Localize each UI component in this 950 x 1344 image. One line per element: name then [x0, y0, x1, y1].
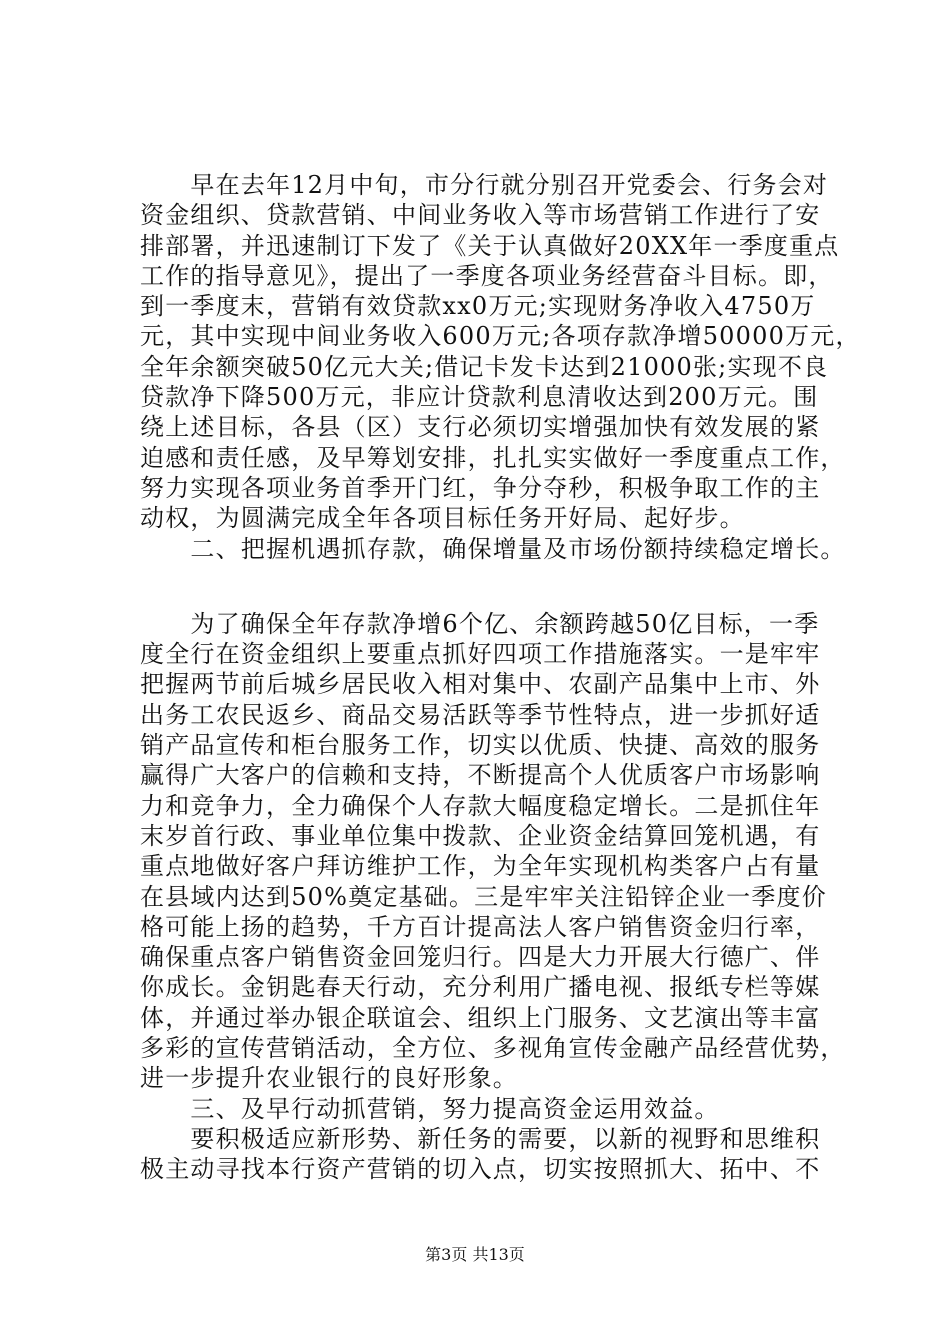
text-line: 度全行在资金组织上要重点抓好四项工作措施落实。一是牢牢: [140, 640, 821, 669]
text-line: 确保重点客户销售资金回笼归行。四是大力开展大行德广、伴: [140, 943, 821, 972]
text-line: 资金组织、贷款营销、中间业务收入等市场营销工作进行了安: [140, 201, 821, 230]
text-block-1: [140, 170, 861, 564]
text-line: 格可能上扬的趋势，千方百计提高法人客户销售资金归行率，: [140, 912, 821, 941]
paragraph-gap: [140, 564, 840, 609]
text-line: 出务工农民返乡、商品交易活跃等季节性特点，进一步抓好适: [140, 700, 821, 729]
text-line: 力和竞争力，全力确保个人存款大幅度稳定增长。二是抓住年: [140, 791, 821, 820]
text-line: 排部署，并迅速制订下发了《关于认真做好20XX年一季度重点: [140, 231, 840, 260]
text-line: 绕上述目标，各县（区）支行必须切实增强加快有效发展的紧: [140, 413, 821, 442]
text-line: 到一季度末，营销有效贷款xx0万元;实现财务净收入4750万: [140, 292, 816, 321]
text-line: 为了确保全年存款净增6个亿、余额跨越50亿目标，一季: [140, 609, 820, 638]
text-line: 工作的指导意见》，提出了一季度各项业务经营奋斗目标。即，: [140, 261, 834, 290]
text-line: 动权，为圆满完成全年各项目标任务开好局、起好步。: [140, 504, 745, 533]
text-line: 赢得广大客户的信赖和支持，不断提高个人优质客户市场影响: [140, 761, 821, 790]
page-number-footer: 第3页 共13页: [425, 1245, 525, 1264]
text-line: 迫感和责任感，及早筹划安排，扎扎实实做好一季度重点工作，: [140, 443, 846, 472]
text-line: 重点地做好客户拜访维护工作，为全年实现机构类客户占有量: [140, 852, 821, 881]
section-heading-3: 三、及早行动抓营销，努力提高资金运用效益。: [140, 1094, 720, 1123]
text-line: 体，并通过举办银企联谊会、组织上门服务、文艺演出等丰富: [140, 1003, 821, 1032]
text-line: 极主动寻找本行资产营销的切入点，切实按照抓大、拓中、不: [140, 1155, 821, 1184]
text-line: 早在去年12月中旬，市分行就分别召开党委会、行务会对: [140, 171, 829, 199]
text-line: 销产品宣传和柜台服务工作，切实以优质、快捷、高效的服务: [140, 731, 821, 760]
text-line: 努力实现各项业务首季开门红，争分夺秒，积极争取工作的主: [140, 473, 821, 502]
text-line: 要积极适应新形势、新任务的需要，以新的视野和思维积: [140, 1124, 821, 1153]
text-line: 全年余额突破50亿元大关;借记卡发卡达到21000张;实现不良: [140, 352, 829, 381]
text-line: 把握两节前后城乡居民收入相对集中、农副产品集中上市、外: [140, 670, 821, 699]
text-line: 在县域内达到50%奠定基础。三是牢牢关注铅锌企业一季度价: [140, 882, 827, 911]
text-line: 末岁首行政、事业单位集中拨款、企业资金结算回笼机遇，有: [140, 821, 821, 850]
text-line: 进一步提升农业银行的良好形象。: [140, 1064, 518, 1093]
text-line: 你成长。金钥匙春天行动，充分利用广播电视、报纸专栏等媒: [140, 973, 821, 1002]
text-block-2: [140, 609, 846, 1185]
section-heading-2: 二、把握机遇抓存款，确保增量及市场份额持续稳定增长。: [140, 534, 846, 563]
text-line: 多彩的宣传营销活动，全方位、多视角宣传金融产品经营优势，: [140, 1034, 846, 1063]
document-body: [140, 170, 861, 1185]
text-line: 元，其中实现中间业务收入600万元;各项存款净增50000万元，: [140, 322, 861, 351]
text-line: 贷款净下降500万元，非应计贷款利息清收达到200万元。围: [140, 383, 819, 412]
